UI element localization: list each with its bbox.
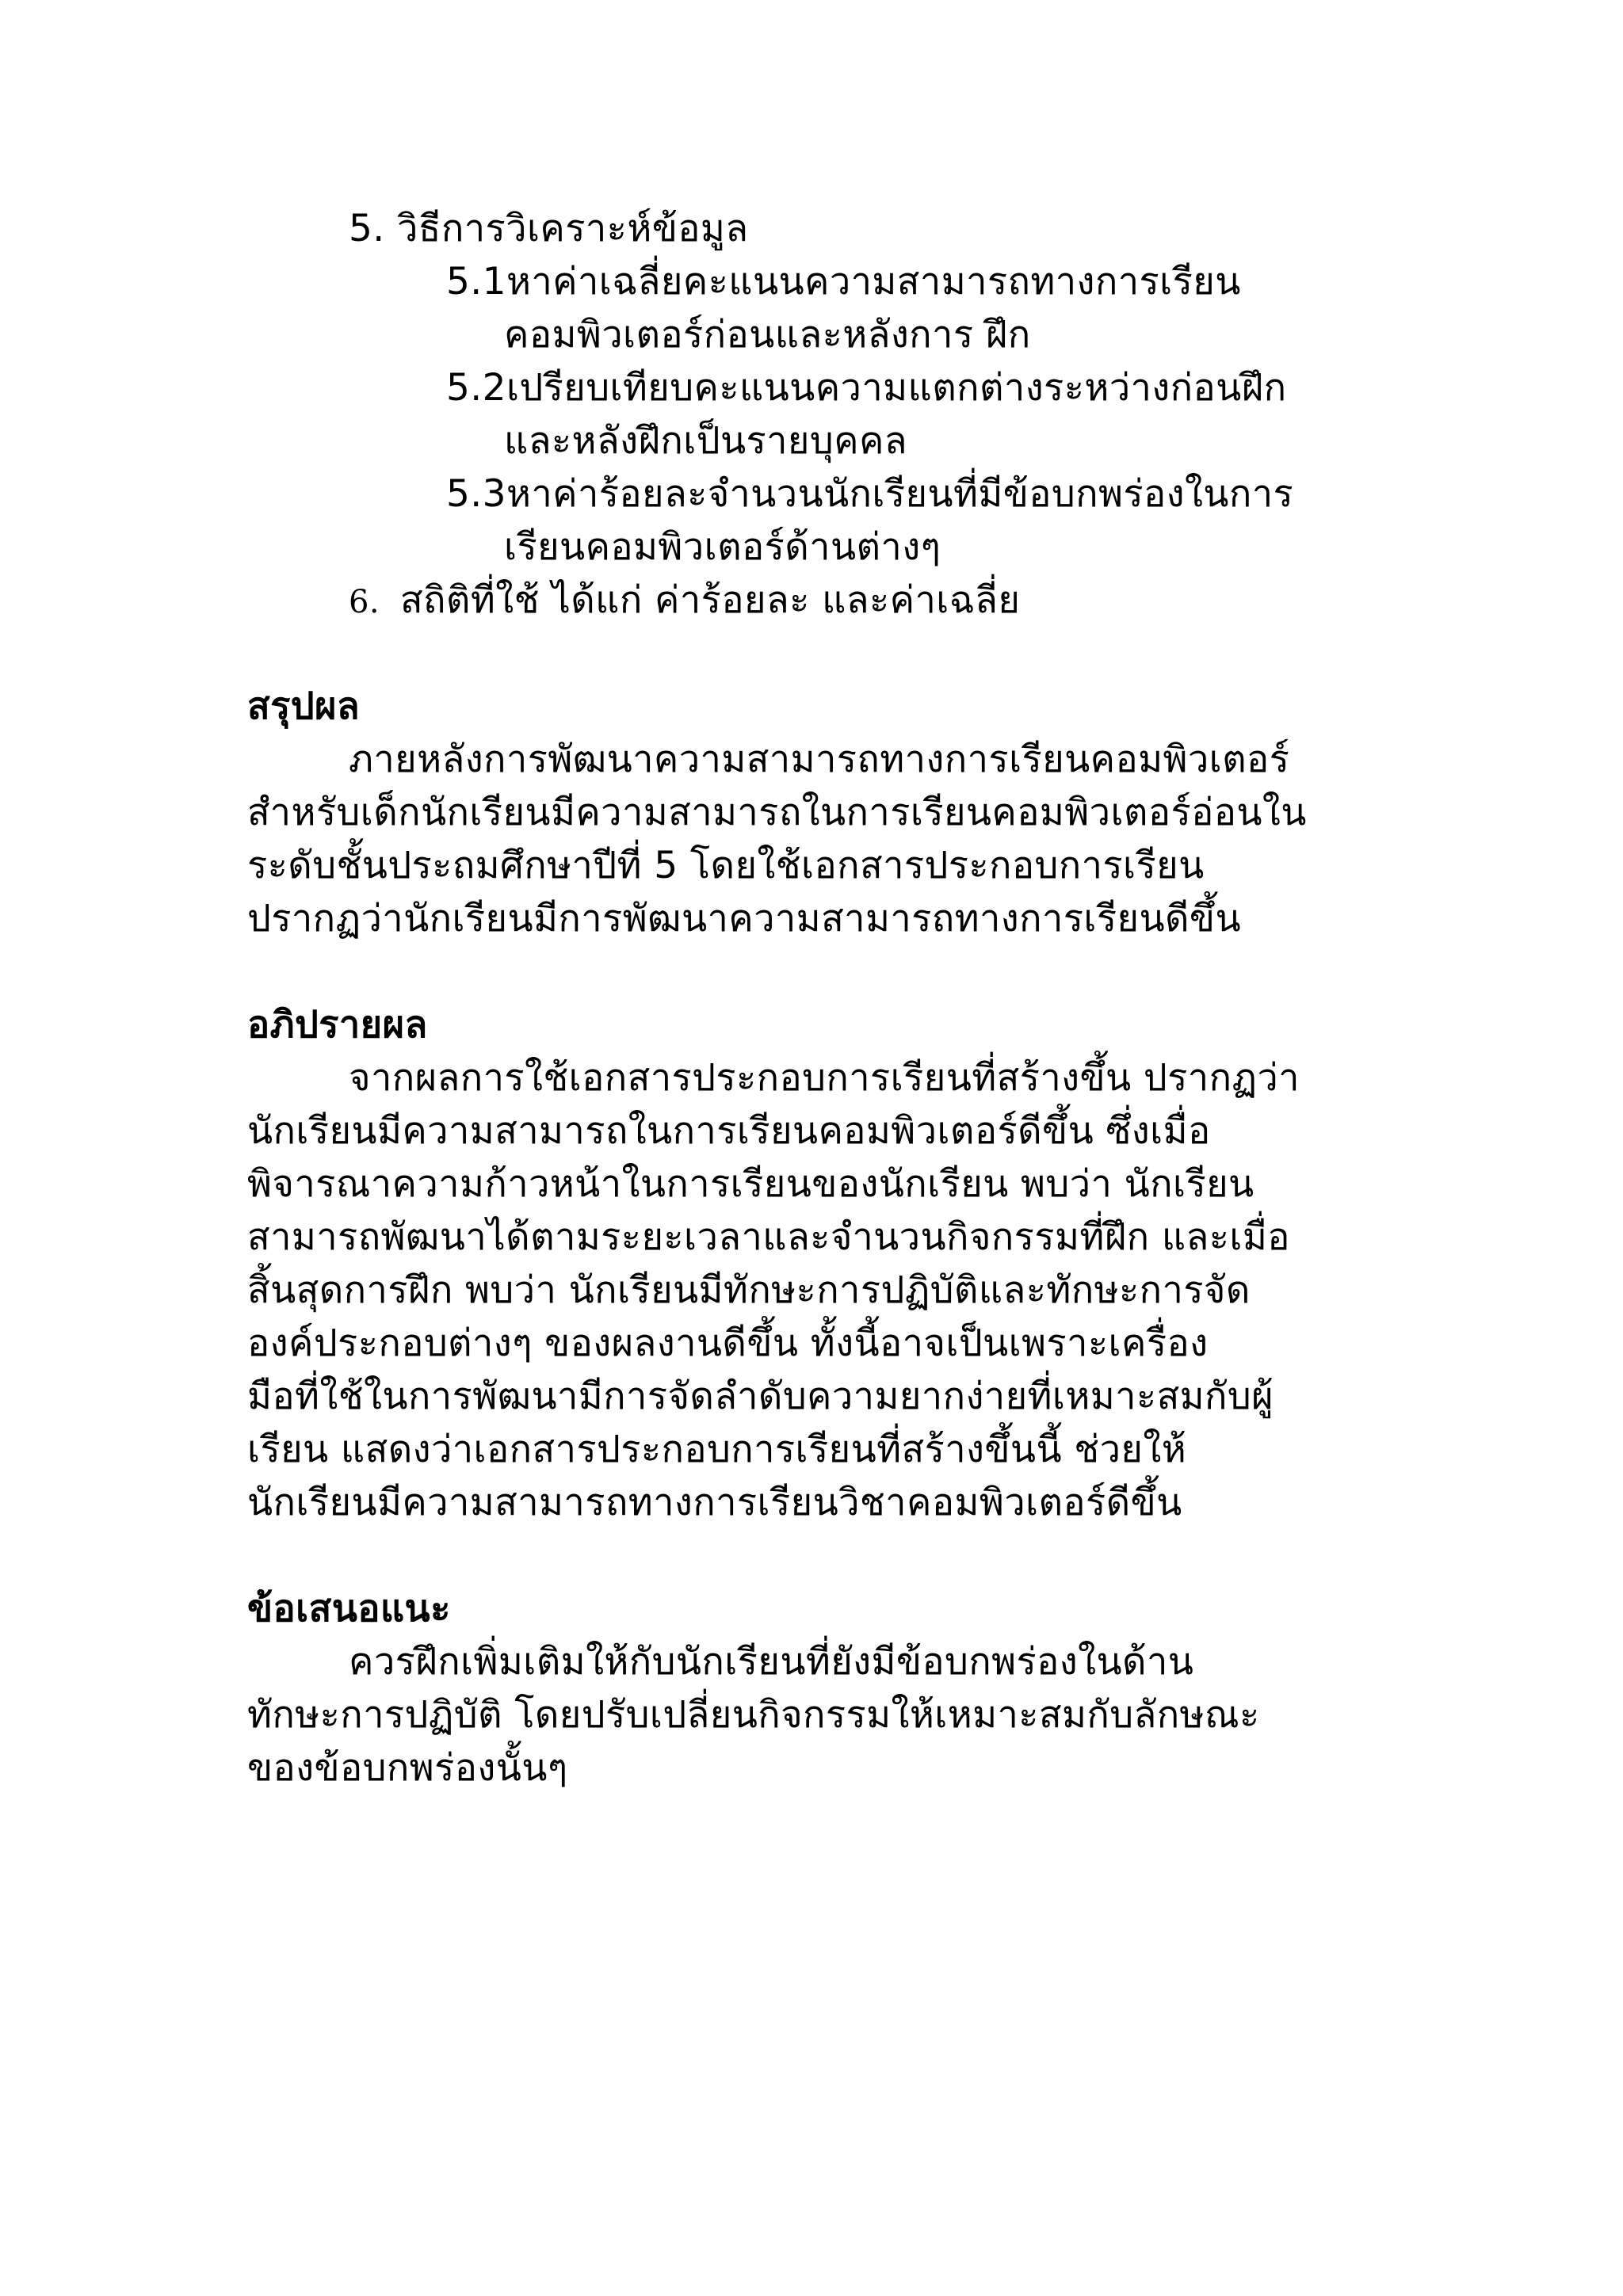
discussion-line: สิ้นสุดการฝึก พบว่า นักเรียนมีทักษะการปฏิบัติและทักษะการจัด [247, 1268, 1251, 1312]
method-item-5-1-line1: 5.1หาค่าเฉลี่ยคะแนนความสามารถทางการเรียน [446, 260, 1241, 303]
method-item-5-1-line2: คอมพิวเตอร์ก่อนและหลังการ ฝึก [504, 313, 1031, 357]
method-title: 5. วิธีการวิเคราะห์ข้อมูล [349, 207, 749, 250]
discussion-line: เรียน แสดงว่าเอกสารประกอบการเรียนที่สร้างขึ้นนี้ ช่วยให้ [247, 1428, 1187, 1471]
suggestions-line: ทักษะการปฏิบัติ โดยปรับเปลี่ยนกิจกรรมให้เหมาะสมกับลักษณะ [247, 1693, 1260, 1737]
suggestions-line: ควรฝึกเพิ่มเติมให้กับนักเรียนที่ยังมีข้อบกพร่องในด้าน [349, 1640, 1194, 1684]
summary-line: สำหรับเด็กนักเรียนมีความสามารถในการเรียนคอมพิวเตอร์อ่อนใน [247, 791, 1307, 834]
discussion-line: องค์ประกอบต่างๆ ของผลงานดีขึ้น ทั้งนี้อาจเป็นเพราะเครื่อง [247, 1322, 1209, 1365]
discussion-line: สามารถพัฒนาได้ตามระยะเวลาและจำนวนกิจกรรมที่ฝึก และเมื่อ [247, 1215, 1290, 1259]
discussion-line: จากผลการใช้เอกสารประกอบการเรียนที่สร้างขึ้น ปรากฏว่า [349, 1056, 1300, 1100]
method-item-5-3-line2: เรียนคอมพิวเตอร์ด้านต่างๆ [504, 525, 941, 569]
discussion-line: พิจารณาความก้าวหน้าในการเรียนของนักเรียน พบว่า นักเรียน [247, 1162, 1254, 1206]
suggestions-line: ของข้อบกพร่องนั้นๆ [247, 1746, 568, 1790]
method-item-5-2-line1: 5.2เปรียบเทียบคะแนนความแตกต่างระหว่างก่อนฝึก [446, 366, 1287, 410]
discussion-line: นักเรียนมีความสามารถในการเรียนคอมพิวเตอร์ดีขึ้น ซึ่งเมื่อ [247, 1109, 1211, 1153]
suggestions-heading: ข้อเสนอแนะ [247, 1587, 451, 1630]
statistics-number: 6. [349, 584, 380, 620]
summary-line: ระดับชั้นประถมศึกษาปีที่ 5 โดยใช้เอกสารประกอบการเรียน [247, 844, 1205, 887]
discussion-heading: อภิปรายผล [247, 1003, 428, 1047]
discussion-line: มือที่ใช้ในการพัฒนามีการจัดลำดับความยากง่ายที่เหมาะสมกับผู้ [247, 1375, 1274, 1418]
method-item-5-2-line2: และหลังฝึกเป็นรายบุคคล [504, 419, 907, 463]
summary-heading: สรุปผล [247, 685, 361, 728]
statistics-line [349, 574, 1020, 629]
summary-line: ภายหลังการพัฒนาความสามารถทางการเรียนคอมพิวเตอร์ [349, 738, 1290, 781]
summary-line: ปรากฏว่านักเรียนมีการพัฒนาความสามารถทางการเรียนดีขึ้น [247, 897, 1241, 940]
statistics-text: สถิติที่ใช้ ได้แก่ ค่าร้อยละ และค่าเฉลี่ย [399, 578, 1021, 622]
method-item-5-3-line1: 5.3หาค่าร้อยละจำนวนนักเรียนที่มีข้อบกพร่องในการ [446, 472, 1294, 516]
discussion-line: นักเรียนมีความสามารถทางการเรียนวิชาคอมพิวเตอร์ดีขึ้น [247, 1481, 1182, 1524]
